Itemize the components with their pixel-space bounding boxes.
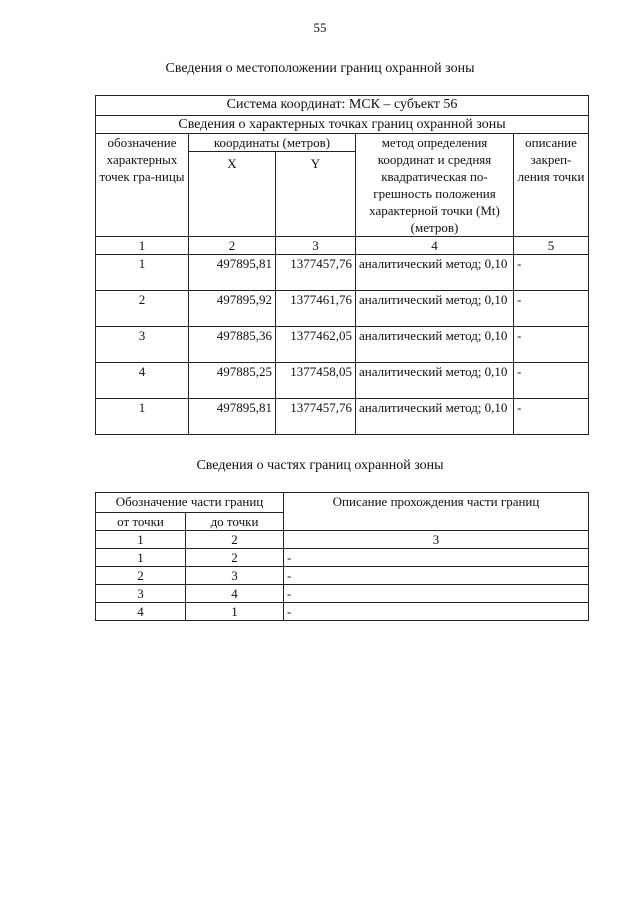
y-cell: 1377457,76 [276,255,356,291]
x-cell: 497895,81 [189,255,276,291]
column-number: 3 [284,531,589,549]
column-number: 2 [186,531,284,549]
boundary-parts-table [95,492,589,621]
column-number: 3 [276,237,356,255]
point-cell: 4 [96,363,189,399]
column-number: 1 [96,237,189,255]
x-cell: 497885,25 [189,363,276,399]
y-cell: 1377458,05 [276,363,356,399]
column-number: 2 [189,237,276,255]
page-number: 55 [313,20,327,35]
part-description-cell: - [284,567,589,585]
table-row [96,291,589,327]
part-description-cell: - [284,603,589,621]
part-description-cell: - [284,585,589,603]
header-part-designation: Обозначение части границ [96,493,284,513]
method-cell: аналитический метод; 0,10 [356,327,514,363]
x-cell: 497885,36 [189,327,276,363]
description-cell: - [514,399,589,435]
table-row [96,255,589,291]
points-subheader: Сведения о характерных точках границ охранной зоны [96,116,589,134]
header-coordinates: координаты (метров) [189,134,356,152]
table-row [96,585,589,603]
point-cell: 1 [96,255,189,291]
point-cell: 2 [96,291,189,327]
table-row [96,567,589,585]
header-y: Y [276,152,356,237]
to-cell: 4 [186,585,284,603]
header-point-designation: обозначение характерных точек гра-ницы [96,134,189,237]
column-number: 4 [356,237,514,255]
table-row [96,399,589,435]
header-from-point: от точки [96,513,186,531]
y-cell: 1377462,05 [276,327,356,363]
method-cell: аналитический метод; 0,10 [356,255,514,291]
to-cell: 1 [186,603,284,621]
from-cell: 4 [96,603,186,621]
description-cell: - [514,291,589,327]
header-part-description: Описание прохождения части границ [284,493,589,531]
x-cell: 497895,81 [189,399,276,435]
table-row [96,363,589,399]
table-row [96,603,589,621]
header-x: X [189,152,276,237]
section-title-parts: Сведения о частях границ охранной зоны [196,458,444,473]
from-cell: 1 [96,549,186,567]
from-cell: 3 [96,585,186,603]
y-cell: 1377457,76 [276,399,356,435]
method-cell: аналитический метод; 0,10 [356,291,514,327]
to-cell: 3 [186,567,284,585]
to-cell: 2 [186,549,284,567]
column-number: 5 [514,237,589,255]
description-cell: - [514,255,589,291]
header-to-point: до точки [186,513,284,531]
coordinates-table [95,95,589,435]
description-cell: - [514,327,589,363]
from-cell: 2 [96,567,186,585]
point-cell: 3 [96,327,189,363]
point-cell: 1 [96,399,189,435]
header-description: описание закреп-ления точки [514,134,589,237]
header-method: метод определения координат и средняя квадратическая по-грешность положения характерной точки (Mt) (метров) [356,134,514,237]
description-cell: - [514,363,589,399]
section-title-location: Сведения о местоположении границ охранной зоны [165,61,475,76]
part-description-cell: - [284,549,589,567]
y-cell: 1377461,76 [276,291,356,327]
method-cell: аналитический метод; 0,10 [356,363,514,399]
table-row [96,327,589,363]
method-cell: аналитический метод; 0,10 [356,399,514,435]
x-cell: 497895,92 [189,291,276,327]
coordinate-system-header: Система координат: МСК – субъект 56 [96,96,589,116]
column-number: 1 [96,531,186,549]
table-row [96,549,589,567]
